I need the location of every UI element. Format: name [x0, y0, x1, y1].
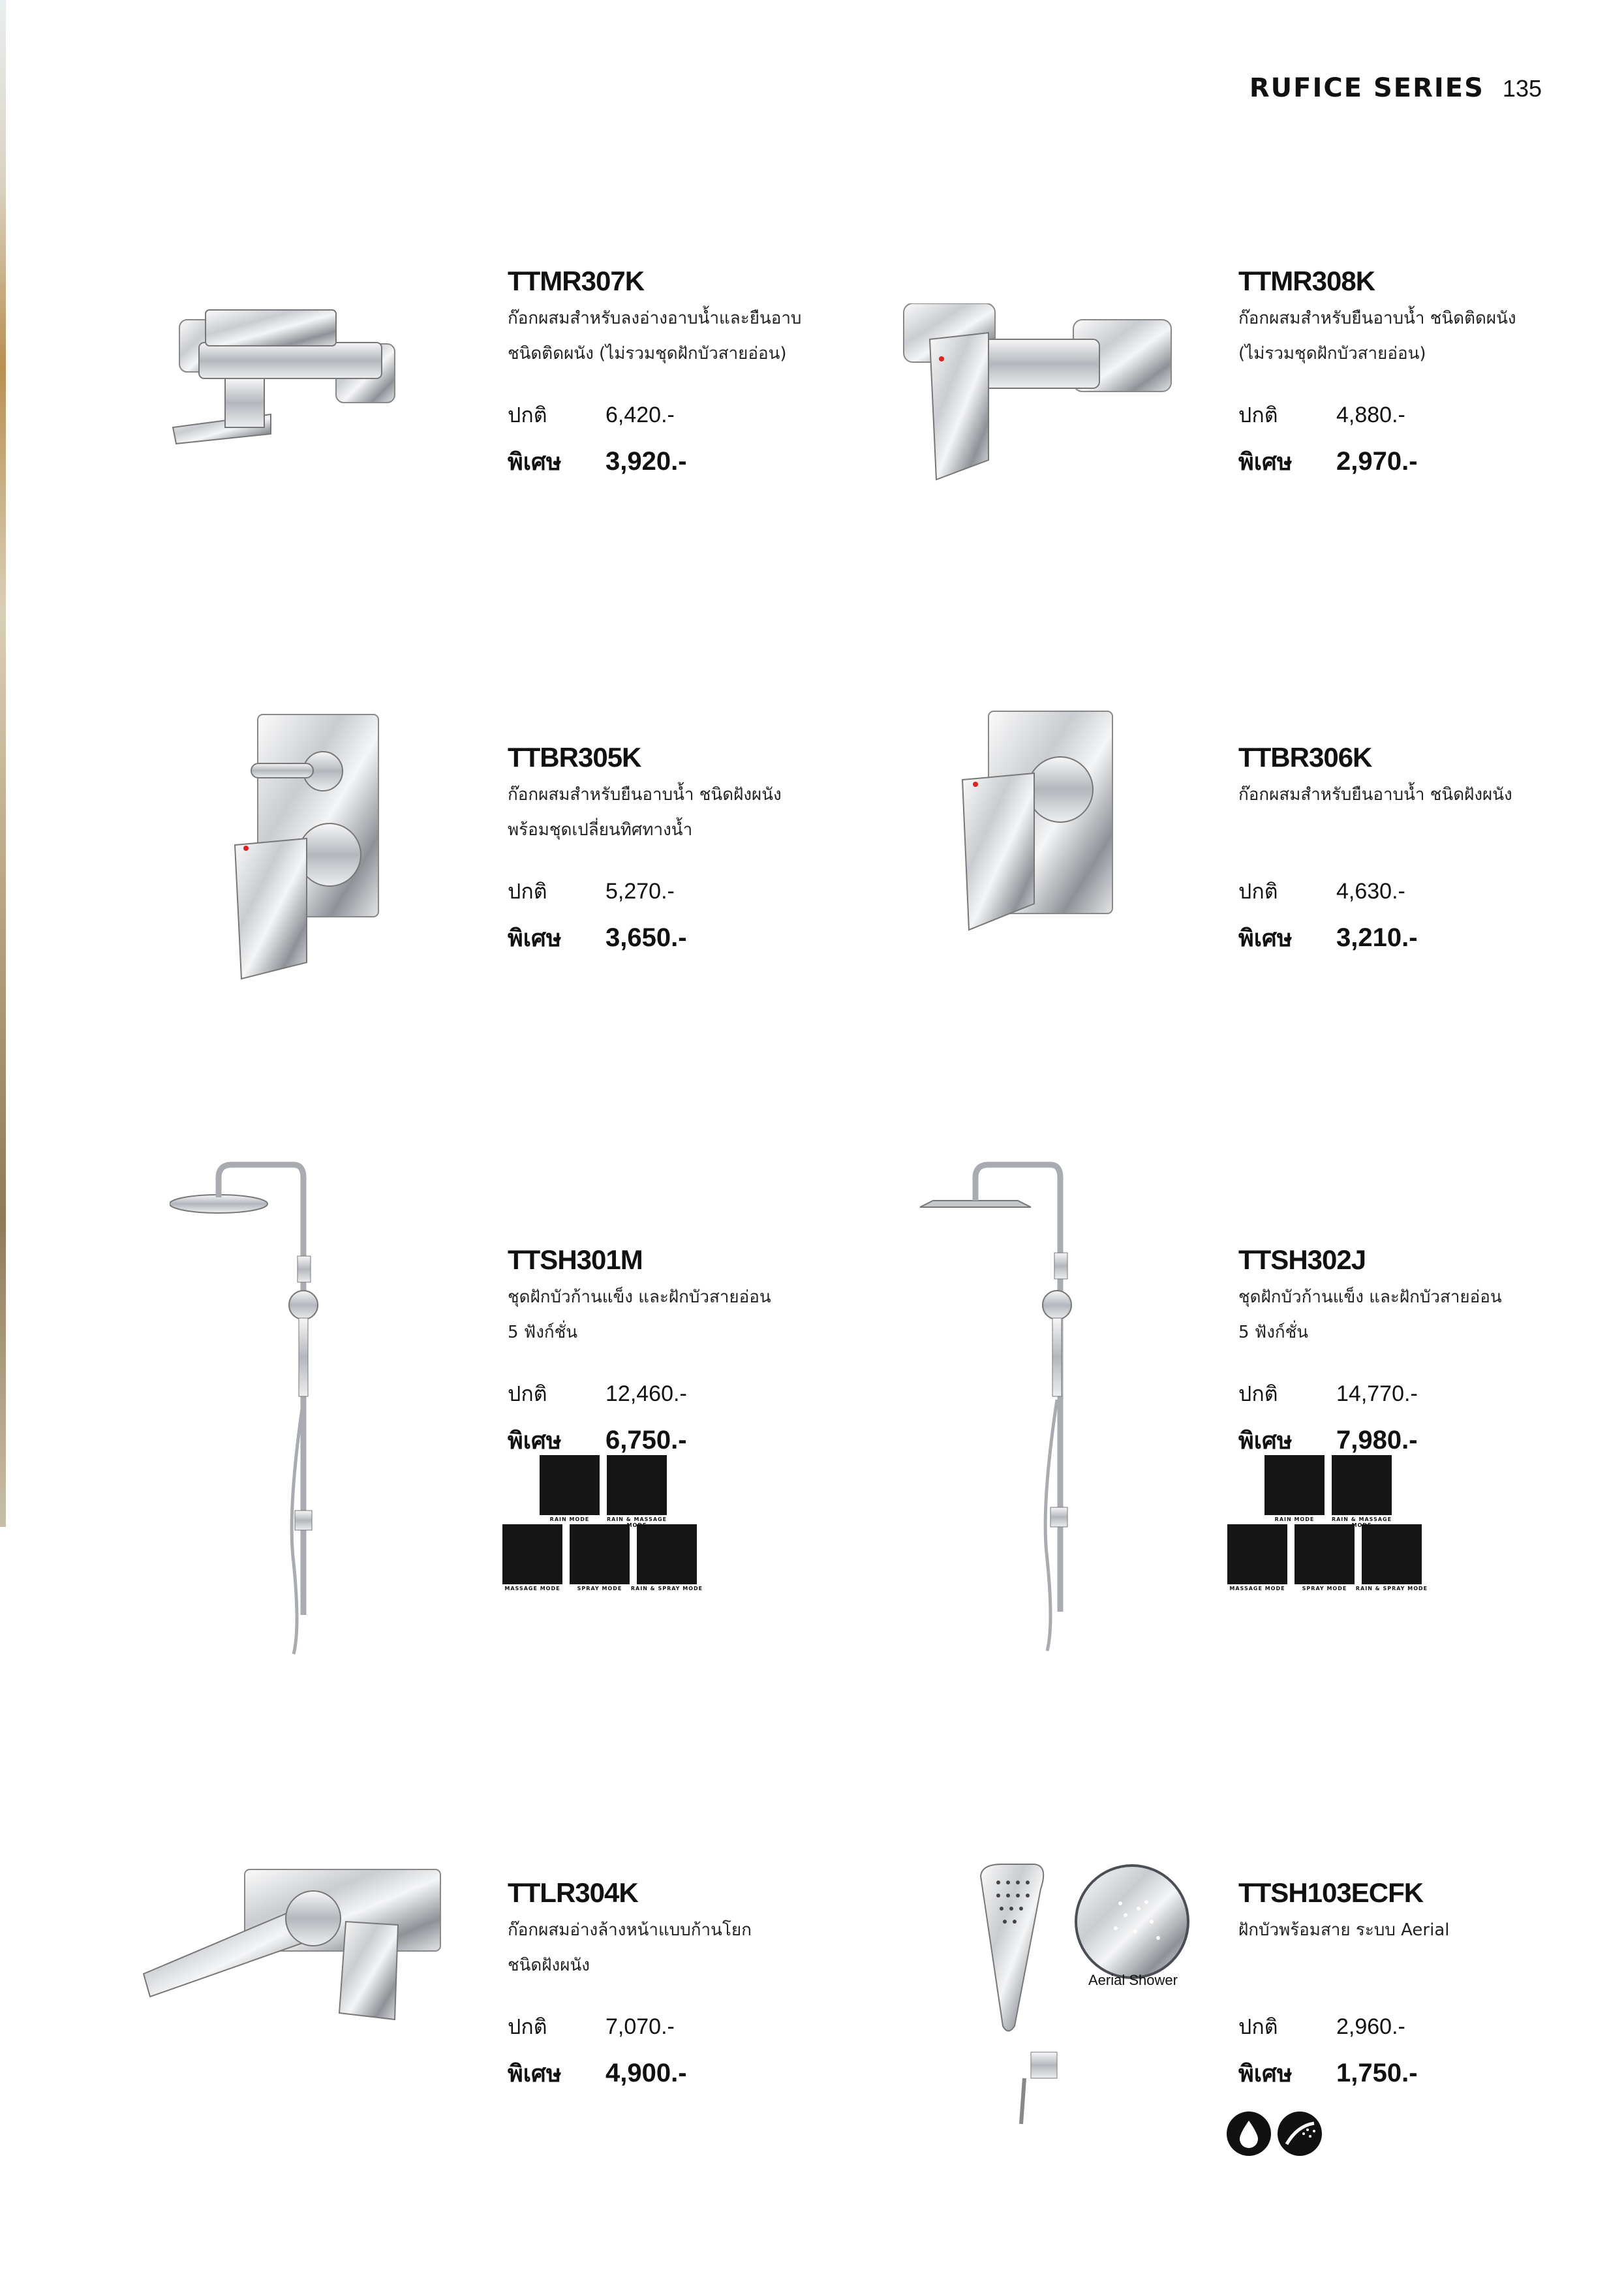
normal-price-label: ปกติ	[508, 403, 547, 427]
page-number: 135	[1502, 75, 1542, 102]
product-desc-line1: ชุดฝักบัวก้านแข็ง และฝักบัวสายอ่อน	[1238, 1287, 1502, 1307]
mode-thumb-massage	[1227, 1524, 1287, 1584]
normal-price-label: ปกติ	[508, 1381, 547, 1406]
product-ttsh301m	[508, 1242, 847, 1466]
special-price: 1,750.-	[1336, 2059, 1418, 2087]
product-code: TTMR308K	[1238, 266, 1375, 296]
product-desc-line1: ก๊อกผสมสำหรับยืนอาบน้ำ ชนิดติดผนัง	[1238, 309, 1516, 328]
ttmr308k-image	[891, 303, 1184, 486]
price-block	[508, 1377, 847, 1466]
ttmr307k-image	[160, 303, 447, 453]
mode-thumb-rain-massage	[1332, 1455, 1392, 1515]
normal-price-label: ปกติ	[508, 2014, 547, 2039]
product-desc-line1: ฝักบัวพร้อมสาย ระบบ Aerial	[1238, 1920, 1450, 1940]
water-drop-icon	[1227, 2112, 1271, 2156]
mode-caption: RAIN MODE	[1274, 1516, 1315, 1522]
normal-price: 12,460.-	[605, 1381, 687, 1406]
product-desc-line1: ก๊อกผสมสำหรับลงอ่างอาบน้ำและยืนอาบ	[508, 309, 802, 328]
price-block	[508, 2010, 847, 2099]
ttsh301m-image	[170, 1158, 320, 1667]
price-block	[1238, 1377, 1578, 1466]
mode-thumb-rain-spray	[637, 1524, 697, 1584]
product-ttsh302j	[1238, 1242, 1578, 1466]
mode-caption: MASSAGE MODE	[504, 1586, 560, 1591]
mode-caption: SPRAY MODE	[577, 1586, 622, 1591]
product-desc-line2: พร้อมชุดเปลี่ยนทิศทางน้ำ	[508, 820, 693, 840]
special-price-label: พิเศษ	[508, 2061, 562, 2087]
mode-thumb-spray	[570, 1524, 630, 1584]
product-code: TTSH302J	[1238, 1244, 1366, 1275]
normal-price: 4,630.-	[1336, 879, 1405, 904]
special-price-label: พิเศษ	[508, 449, 562, 476]
normal-price-label: ปกติ	[1238, 1381, 1278, 1406]
product-code: TTMR307K	[508, 266, 645, 296]
mode-caption: MASSAGE MODE	[1229, 1586, 1285, 1591]
product-code: TTBR305K	[508, 742, 641, 773]
mode-caption: RAIN & SPRAY MODE	[1355, 1586, 1428, 1591]
product-ttmr307k	[508, 263, 847, 487]
product-desc-line1: ก๊อกผสมสำหรับยืนอาบน้ำ ชนิดฝังผนัง	[508, 785, 782, 805]
special-price-label: พิเศษ	[1238, 449, 1293, 476]
ttsh103ecfk-image	[975, 1863, 1302, 2137]
ttbr305k-image	[232, 711, 388, 985]
product-ttbr305k	[508, 739, 847, 964]
special-price-label: พิเศษ	[508, 925, 562, 952]
mode-thumb-rain-spray	[1362, 1524, 1422, 1584]
product-ttmr308k	[1238, 263, 1578, 487]
normal-price: 4,880.-	[1336, 403, 1405, 427]
product-desc-line1: ก๊อกผสมอ่างล้างหน้าแบบก้านโยก	[508, 1920, 752, 1940]
price-block	[508, 399, 847, 487]
normal-price-label: ปกติ	[508, 879, 547, 904]
special-price: 6,750.-	[605, 1426, 687, 1454]
mode-caption: RAIN & SPRAY MODE	[630, 1586, 703, 1591]
mode-caption: RAIN MODE	[549, 1516, 590, 1522]
product-ttlr304k	[508, 1875, 847, 2099]
product-desc-line2: 5 ฟังก์ชั่น	[508, 1323, 578, 1342]
price-block	[1238, 875, 1578, 964]
product-desc-line2: 5 ฟังก์ชั่น	[1238, 1323, 1309, 1342]
normal-price-label: ปกติ	[1238, 2014, 1278, 2039]
mode-thumb-massage	[502, 1524, 562, 1584]
special-price: 3,920.-	[605, 447, 687, 476]
special-price-label: พิเศษ	[1238, 2061, 1293, 2087]
product-desc-line2: ชนิดติดผนัง (ไม่รวมชุดฝักบัวสายอ่อน)	[508, 344, 787, 363]
product-desc-line2	[1238, 814, 1578, 846]
normal-price: 7,070.-	[605, 2014, 675, 2039]
normal-price: 5,270.-	[605, 879, 675, 904]
product-code: TTBR306K	[1238, 742, 1372, 773]
special-price: 7,980.-	[1336, 1426, 1418, 1454]
product-desc-line1: ก๊อกผสมสำหรับยืนอาบน้ำ ชนิดฝังผนัง	[1238, 785, 1512, 805]
product-code: TTLR304K	[508, 1877, 638, 1908]
special-price: 4,900.-	[605, 2059, 687, 2087]
series-title: RUFICE SERIES	[1249, 73, 1484, 103]
normal-price: 2,960.-	[1336, 2014, 1405, 2039]
page-edge-decoration	[0, 0, 6, 1527]
aerial-shower-label: Aerial Shower	[1088, 1972, 1178, 1988]
special-price: 3,650.-	[605, 923, 687, 952]
ttsh302j-image	[907, 1155, 1077, 1664]
price-block	[1238, 399, 1578, 487]
normal-price: 14,770.-	[1336, 1381, 1418, 1406]
product-desc-line2: ชนิดฝังผนัง	[508, 1956, 590, 1975]
price-block	[508, 875, 847, 964]
special-price-label: พิเศษ	[508, 1428, 562, 1454]
product-desc-line1: ชุดฝักบัวก้านแข็ง และฝักบัวสายอ่อน	[508, 1287, 771, 1307]
normal-price-label: ปกติ	[1238, 879, 1278, 904]
mode-caption: RAIN & MASSAGE MODE	[606, 1516, 667, 1528]
normal-price-label: ปกติ	[1238, 403, 1278, 427]
product-ttbr306k	[1238, 739, 1578, 964]
product-desc-line2: (ไม่รวมชุดฝักบัวสายอ่อน)	[1238, 344, 1426, 363]
ttlr304k-image	[140, 1863, 447, 2026]
mode-caption: SPRAY MODE	[1302, 1586, 1347, 1591]
special-price: 2,970.-	[1336, 447, 1418, 476]
special-price-label: พิเศษ	[1238, 1428, 1293, 1454]
spray-icon	[1278, 2112, 1322, 2156]
special-price: 3,210.-	[1336, 923, 1418, 952]
page-header	[1249, 73, 1542, 103]
mode-thumb-spray	[1295, 1524, 1355, 1584]
ttbr306k-image	[956, 708, 1126, 936]
product-code: TTSH301M	[508, 1244, 643, 1275]
special-price-label: พิเศษ	[1238, 925, 1293, 952]
mode-caption: RAIN & MASSAGE MODE	[1331, 1516, 1392, 1528]
mode-thumb-rain-massage	[607, 1455, 667, 1515]
mode-thumb-rain	[540, 1455, 600, 1515]
product-code: TTSH103ECFK	[1238, 1877, 1424, 1908]
normal-price: 6,420.-	[605, 403, 675, 427]
mode-thumb-rain	[1264, 1455, 1325, 1515]
